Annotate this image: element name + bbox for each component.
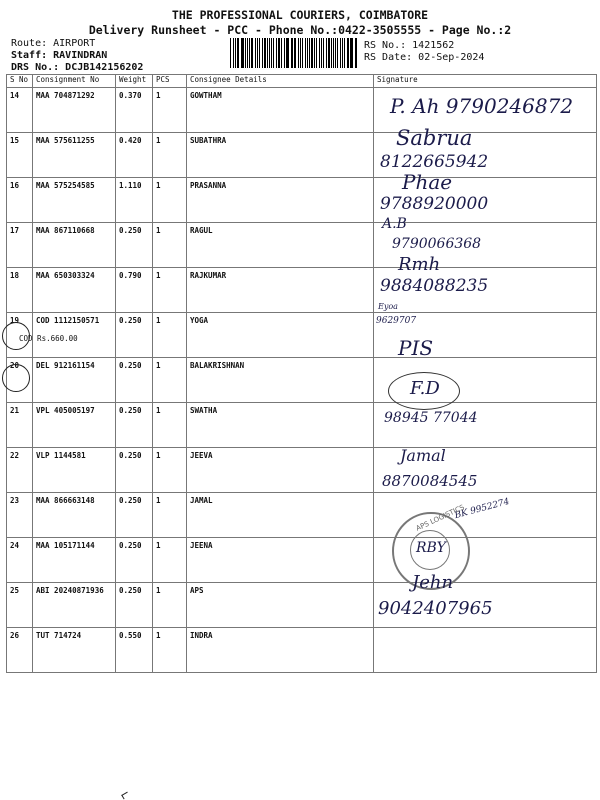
barcode-bar [321,38,322,68]
barcode-image [230,38,358,68]
table-row [7,313,597,358]
row-consignment-no: COD 1112150571 [33,313,116,358]
signature-26: Jehn [412,572,454,593]
barcode-bar [233,38,234,68]
barcode-bar [311,38,313,68]
circle-mark-21 [2,364,30,392]
row-weight: 0.250 [116,223,153,268]
row-consignment-no: TUT 714724 [33,628,116,673]
row-weight: 0.250 [116,358,153,403]
row-consignee: YOGA [187,313,374,358]
barcode-bar [300,38,301,68]
row-sno: 17 [7,223,33,268]
barcode-bar [276,38,277,68]
barcode-bar [335,38,336,68]
row-sno: 20 [7,358,33,403]
row-pcs: 1 [153,268,187,313]
row-consignment-no: MAA 650303324 [33,268,116,313]
row-weight: 0.250 [116,493,153,538]
barcode-bar [241,38,242,68]
row-consignee: APS [187,583,374,628]
route-label: Route: AIRPORT [11,38,96,49]
row-pcs: 1 [153,223,187,268]
row-pcs: 1 [153,133,187,178]
row-pcs: 1 [153,493,187,538]
row-weight: 0.550 [116,628,153,673]
row-weight: 0.250 [116,538,153,583]
row-pcs: 1 [153,358,187,403]
row-sno: 19 COD Rs.660.00 [7,313,33,358]
row-consignment-no: VPL 405005197 [33,403,116,448]
company-title: THE PROFESSIONAL COURIERS, COIMBATORE [171,8,429,22]
barcode-bar [314,38,315,68]
barcode-bar [307,38,308,68]
signature-15: Sabrua [396,126,473,150]
staff-label: Staff: RAVINDRAN [11,50,108,61]
signature-23: Jamal [400,446,446,465]
barcode-bar [278,38,280,68]
row-weight: 0.250 [116,448,153,493]
rs-date: RS Date: 02-Sep-2024 [364,52,485,63]
row-consignee: SWATHA [187,403,374,448]
row-weight: 0.250 [116,313,153,358]
row-consignment-no: MAA 867110668 [33,223,116,268]
signature-20: PIS [398,336,434,360]
table-row [7,358,597,403]
barcode-bar [309,38,310,68]
row-sno: 21 [7,403,33,448]
barcode-bar [286,38,287,68]
barcode-bar [302,38,303,68]
barcode-bar [251,38,253,68]
signature-23-phone: 8870084545 [382,472,478,490]
row-sno: 22 [7,448,33,493]
row-sno: 24 [7,538,33,583]
runsheet-table [6,74,597,673]
row-consignee: RAJKUMAR [187,268,374,313]
row-pcs: 1 [153,448,187,493]
signature-14: P. Ah 9790246872 [390,94,574,118]
row-consignee: GOWTHAM [187,88,374,133]
barcode-bar [255,38,256,68]
row-consignment-no: MAA 704871292 [33,88,116,133]
signature-22: 98945 77044 [384,410,478,426]
row-consignee: BALAKRISHNAN [187,358,374,403]
table-row [7,133,597,178]
row-weight: 0.420 [116,133,153,178]
barcode-bar [235,38,236,68]
row-consignment-no: MAA 575254585 [33,178,116,223]
barcode-bar [319,38,320,68]
row-consignee: JAMAL [187,493,374,538]
pen-mark [121,792,130,800]
signature-18: Rmh [398,254,441,275]
barcode-bar [326,38,327,68]
row-consignment-no: DEL 912161154 [33,358,116,403]
table-row [7,178,597,223]
table-row [7,403,597,448]
barcode-bar [350,38,351,68]
row-pcs: 1 [153,538,187,583]
row-pcs: 1 [153,88,187,133]
barcode-bar [305,38,306,68]
row-consignment-no: ABI 20240871936 [33,583,116,628]
row-pcs: 1 [153,178,187,223]
barcode-bar [264,38,266,68]
barcode-bar [230,38,231,68]
table-row [7,583,597,628]
row-weight: 0.250 [116,583,153,628]
row-consignee: INDRA [187,628,374,673]
row-sno: 18 [7,268,33,313]
col-header-weight: Weight [116,75,153,88]
col-header-consignee: Consignee Details [187,75,374,88]
signature-25: RBY [416,540,446,556]
table-row [7,448,597,493]
barcode-bar [351,38,352,68]
barcode-bar [245,38,246,68]
signature-19-phone: 9629707 [376,316,417,326]
barcode-bar [347,38,349,68]
barcode-bar [342,38,343,68]
barcode-bar [247,38,248,68]
row-consignee: JEEVA [187,448,374,493]
row-sno: 14 [7,88,33,133]
barcode-bar [355,38,356,68]
row-pcs: 1 [153,313,187,358]
circle-mark-20 [2,322,30,350]
row-consignee: SUBATHRA [187,133,374,178]
row-sno: 15 [7,133,33,178]
row-pcs: 1 [153,583,187,628]
barcode-bar [328,38,330,68]
col-header-signature: Signature [374,75,597,88]
barcode-bar [340,38,341,68]
row-sno: 26 [7,628,33,673]
barcode-bar [284,38,285,68]
barcode-bar [242,38,243,68]
signature-16-phone: 9788920000 [380,194,489,214]
barcode-bar [281,38,282,68]
barcode-bar [292,38,293,68]
barcode-bar [344,38,345,68]
barcode-bar [298,38,299,68]
row-consignee: PRASANNA [187,178,374,223]
table-row [7,628,597,673]
row-sno: 16 [7,178,33,223]
barcode-bar [267,38,268,68]
barcode-bar [269,38,270,68]
signature-24: BK 9952274 [453,496,511,522]
barcode-bar [323,38,324,68]
col-header-sno: S No [7,75,33,88]
barcode-bar [316,38,317,68]
col-header-consignment: Consignment No [33,75,116,88]
row-consignment-no: VLP 1144581 [33,448,116,493]
signature-18-phone: 9884088235 [380,276,489,296]
barcode-bar [249,38,250,68]
row-consignment-no: MAA 105171144 [33,538,116,583]
row-weight: 0.790 [116,268,153,313]
barcode-bar [291,38,292,68]
signature-17: A.B [382,216,407,232]
row-consignee: JEENA [187,538,374,583]
barcode-bar [271,38,272,68]
barcode-bar [257,38,258,68]
drs-number: DRS No.: DCJB142156202 [11,62,144,73]
row-pcs: 1 [153,403,187,448]
row-consignment-no: MAA 866663148 [33,493,116,538]
row-sno: 25 [7,583,33,628]
signature-17-phone: 9790066368 [392,236,482,252]
row-weight: 1.110 [116,178,153,223]
barcode-bar [273,38,274,68]
barcode-bar [337,38,338,68]
row-consignment-no: MAA 575611255 [33,133,116,178]
row-consignee: RAGUL [187,223,374,268]
row-pcs: 1 [153,628,187,673]
col-header-pcs: PCS [153,75,187,88]
barcode-bar [294,38,296,68]
barcode-bar [262,38,263,68]
runsheet-subtitle: Delivery Runsheet - PCC - Phone No.:0422-3505555 - Page No.:2 [88,23,512,37]
barcode-bar [331,38,332,68]
stamp-text: APS LOGISTICS [414,503,466,533]
table-header-row [7,75,597,88]
row-weight: 0.370 [116,88,153,133]
barcode-bar [237,38,239,68]
barcode-bar [333,38,334,68]
signature-15-phone: 8122665942 [380,152,489,172]
table-row [7,268,597,313]
table-row [7,538,597,583]
barcode-bar [287,38,288,68]
rs-number: RS No.: 1421562 [364,40,455,51]
barcode-bar [356,38,357,68]
row-cod-note: COD Rs.660.00 [19,334,78,343]
table-row [7,223,597,268]
signature-26-phone: 9042407965 [378,598,493,619]
row-weight: 0.250 [116,403,153,448]
signature-16: Phae [402,170,453,194]
signature-19: Eyoa [378,302,398,311]
signature-21: F.D [410,378,440,399]
barcode-bar [259,38,260,68]
row-signature [374,628,597,673]
row-sno: 23 [7,493,33,538]
